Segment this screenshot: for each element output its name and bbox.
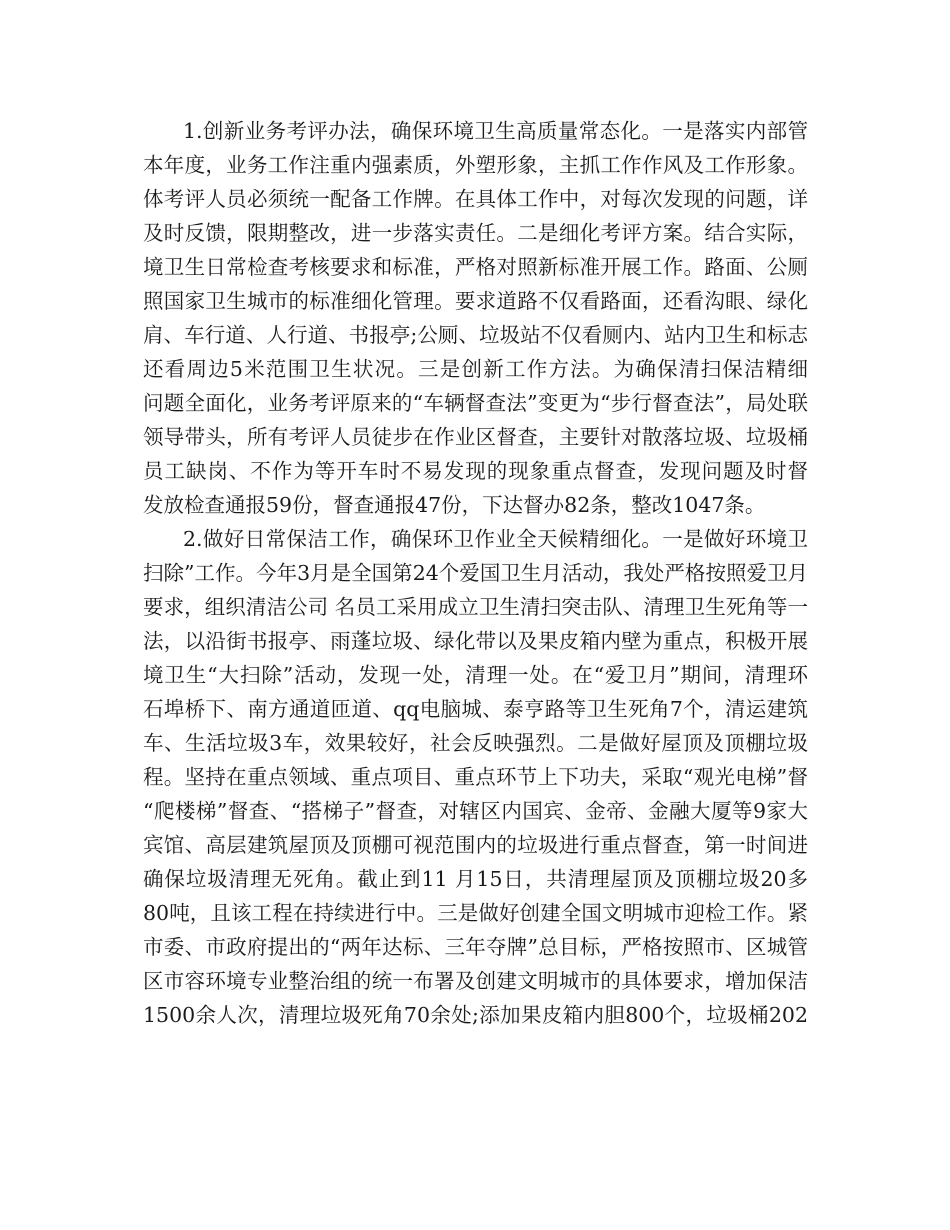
paragraph-line: 还看周边5米范围卫生状况。三是创新工作方法。为确保清扫保洁精细 <box>143 357 808 381</box>
paragraph-1 <box>143 114 808 522</box>
paragraph-line: 体考评人员必须统一配备工作牌。在具体工作中，对每次发现的问题，详 <box>143 187 808 211</box>
paragraph-line: 区市容环境专业整治组的统一布署及创建文明城市的具体要求，增加保洁 <box>143 969 808 993</box>
paragraph-line: 2.做好日常保洁工作，确保环卫作业全天候精细化。一是做好环境卫 <box>183 527 808 551</box>
paragraph-line: 1500余人次，清理垃圾死角70余处;添加果皮箱内胆800个，垃圾桶202 <box>143 1003 808 1027</box>
paragraph-line: 确保垃圾清理无死角。截止到11 月15日，共清理屋顶及顶棚垃圾20多 <box>143 867 808 891</box>
paragraph-line: 80吨，且该工程在持续进行中。三是做好创建全国文明城市迎检工作。紧 <box>143 901 808 925</box>
paragraph-line: 照国家卫生城市的标准细化管理。要求道路不仅看路面，还看沟眼、绿化 <box>143 289 808 313</box>
paragraph-line: 问题全面化，业务考评原来的“车辆督查法”变更为“步行督查法”，局处联 <box>143 391 808 415</box>
paragraph-line: 法，以沿街书报亭、雨蓬垃圾、绿化带以及果皮箱内壁为重点，积极开展 <box>143 629 808 653</box>
paragraph-line: 肩、车行道、人行道、书报亭;公厕、垃圾站不仅看厕内、站内卫生和标志 <box>143 323 808 347</box>
paragraph-2 <box>143 522 808 1032</box>
document-body <box>143 114 808 1032</box>
paragraph-line: 发放检查通报59份，督查通报47份，下达督办82条，整改1047条。 <box>143 493 766 517</box>
paragraph-line: 员工缺岗、不作为等开车时不易发现的现象重点督查，发现问题及时督 <box>143 459 808 483</box>
paragraph-line: 车、生活垃圾3车，效果较好，社会反映强烈。二是做好屋顶及顶棚垃圾 <box>143 731 808 755</box>
paragraph-line: 领导带头，所有考评人员徒步在作业区督查，主要针对散落垃圾、垃圾桶 <box>143 425 808 449</box>
paragraph-line: 1.创新业务考评办法，确保环境卫生高质量常态化。一是落实内部管 <box>183 119 808 143</box>
paragraph-line: 市委、市政府提出的“两年达标、三年夺牌”总目标，严格按照市、区城管 <box>143 935 808 959</box>
paragraph-line: 境卫生日常检查考核要求和标准，严格对照新标准开展工作。路面、公厕 <box>143 255 808 279</box>
paragraph-line: 扫除”工作。今年3月是全国第24个爱国卫生月活动，我处严格按照爱卫月 <box>143 561 808 585</box>
paragraph-line: 程。坚持在重点领域、重点项目、重点环节上下功夫，采取“观光电梯”督 <box>143 765 808 789</box>
paragraph-line: 要求，组织清洁公司 名员工采用成立卫生清扫突击队、清理卫生死角等一 <box>143 595 808 619</box>
paragraph-line: 境卫生“大扫除”活动，发现一处，清理一处。在“爱卫月”期间，清理环 <box>143 663 808 687</box>
paragraph-line: 宾馆、高层建筑屋顶及顶棚可视范围内的垃圾进行重点督查，第一时间进 <box>143 833 808 857</box>
paragraph-line: 及时反馈，限期整改，进一步落实责任。二是细化考评方案。结合实际， <box>143 221 808 245</box>
paragraph-line: “爬楼梯”督查、“搭梯子”督查，对辖区内国宾、金帝、金融大厦等9家大 <box>143 799 808 823</box>
paragraph-line: 本年度，业务工作注重内强素质，外塑形象，主抓工作作风及工作形象。 <box>143 153 808 177</box>
paragraph-line: 石埠桥下、南方通道匝道、qq电脑城、泰亨路等卫生死角7个，清运建筑 <box>143 697 808 721</box>
